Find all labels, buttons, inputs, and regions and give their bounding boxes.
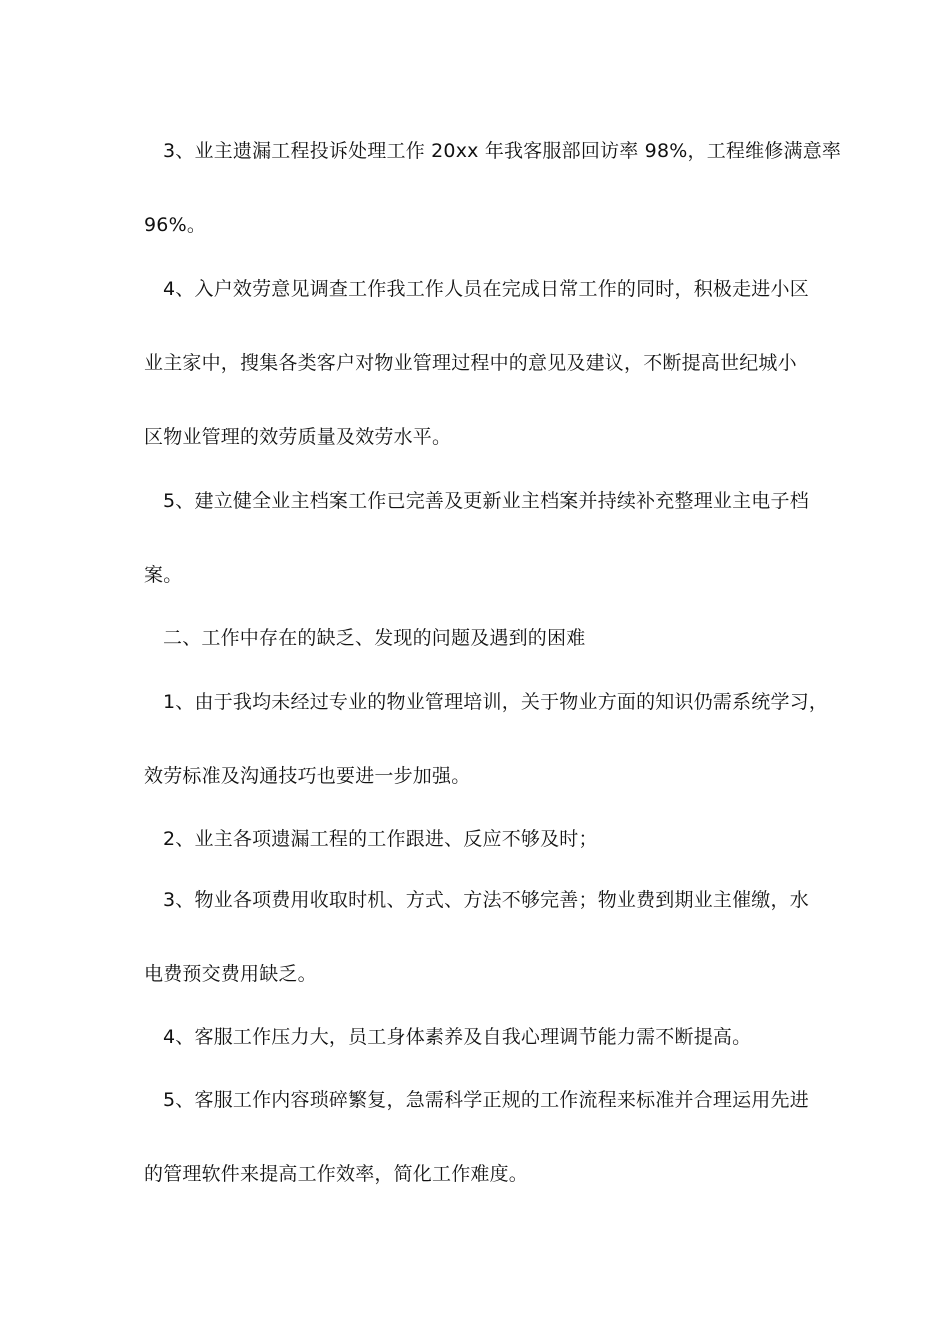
paragraph-5-line-1: 5、建立健全业主档案工作已完善及更新业主档案并持续补充整理业主电子档	[163, 490, 809, 512]
issue-4: 4、客服工作压力大，员工身体素养及自我心理调节能力需不断提高。	[163, 1026, 752, 1048]
issue-5-line-2: 的管理软件来提高工作效率，简化工作难度。	[144, 1163, 529, 1185]
issue-3-line-1: 3、物业各项费用收取时机、方式、方法不够完善；物业费到期业主催缴，水	[163, 889, 809, 911]
section-heading-2: 二、工作中存在的缺乏、发现的问题及遇到的困难	[163, 627, 586, 649]
issue-3-line-2: 电费预交费用缺乏。	[144, 963, 317, 985]
paragraph-5-line-2: 案。	[144, 564, 183, 586]
paragraph-3-line-1: 3、业主遗漏工程投诉处理工作 20xx 年我客服部回访率 98%，工程维修满意率	[163, 140, 842, 162]
paragraph-4-line-2: 业主家中，搜集各类客户对物业管理过程中的意见及建议，不断提高世纪城小	[144, 352, 797, 374]
paragraph-4-line-3: 区物业管理的效劳质量及效劳水平。	[144, 426, 452, 448]
issue-2: 2、业主各项遗漏工程的工作跟进、反应不够及时；	[163, 828, 598, 850]
paragraph-3-line-2: 96%。	[144, 214, 207, 236]
issue-1-line-1: 1、由于我均未经过专业的物业管理培训，关于物业方面的知识仍需系统学习，	[163, 691, 829, 713]
issue-1-line-2: 效劳标准及沟通技巧也要进一步加强。	[144, 765, 471, 787]
paragraph-4-line-1: 4、入户效劳意见调查工作我工作人员在完成日常工作的同时，积极走进小区	[163, 278, 809, 300]
issue-5-line-1: 5、客服工作内容琐碎繁复，急需科学正规的工作流程来标准并合理运用先进	[163, 1089, 809, 1111]
